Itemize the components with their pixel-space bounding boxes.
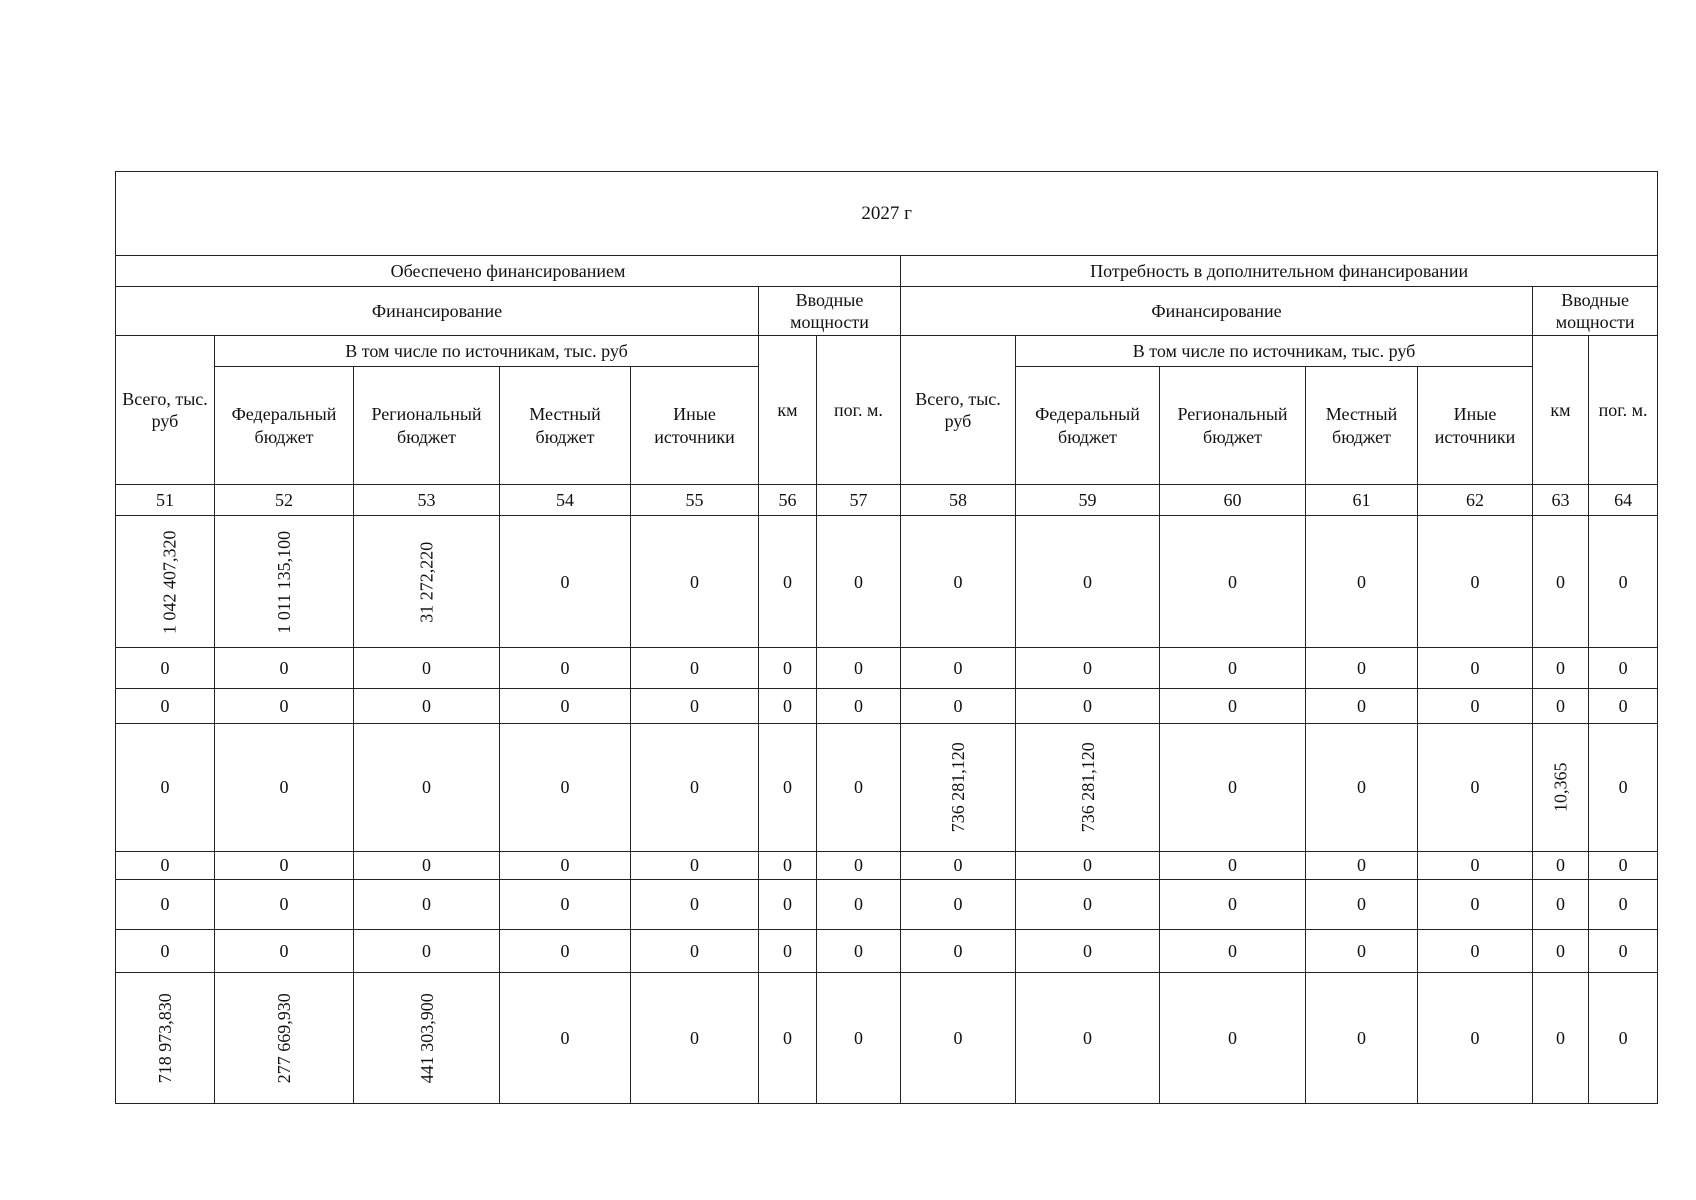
table-cell: 0 [901, 880, 1016, 930]
table-cell: 0 [1418, 724, 1533, 852]
table-cell: 0 [116, 689, 215, 724]
table-row [116, 724, 1658, 852]
table-cell: 0 [759, 724, 817, 852]
table-cell: 0 [631, 724, 759, 852]
table-cell: 0 [1589, 851, 1658, 879]
column-number: 55 [631, 485, 759, 516]
table-cell: 0 [759, 516, 817, 648]
secured-total-header: Всего, тыс. руб [116, 335, 215, 485]
secured-pog-m-header: пог. м. [817, 335, 901, 485]
table-cell: 0 [901, 516, 1016, 648]
table-cell: 0 [116, 851, 215, 879]
table-cell: 0 [1589, 648, 1658, 689]
table-cell: 0 [901, 930, 1016, 973]
table-cell: 0 [631, 516, 759, 648]
table-cell: 0 [354, 724, 500, 852]
table-cell: 0 [817, 930, 901, 973]
table-cell [901, 724, 1016, 852]
table-cell: 0 [500, 689, 631, 724]
cell-value-rotated: 718 973,830 [154, 993, 175, 1084]
table-cell: 0 [1533, 516, 1589, 648]
table-cell: 0 [354, 851, 500, 879]
cell-value-rotated: 441 303,900 [416, 993, 437, 1084]
column-number: 54 [500, 485, 631, 516]
table-cell: 0 [116, 930, 215, 973]
column-number: 59 [1016, 485, 1160, 516]
table-cell: 0 [500, 724, 631, 852]
table-cell: 0 [1016, 973, 1160, 1104]
table-cell: 0 [116, 880, 215, 930]
table-cell: 0 [1589, 880, 1658, 930]
table-cell: 0 [759, 973, 817, 1104]
column-number: 51 [116, 485, 215, 516]
year-title: 2027 г [116, 172, 1658, 256]
cell-value-rotated: 10,365 [1550, 762, 1571, 813]
cell-value-rotated: 277 669,930 [273, 993, 294, 1084]
table-cell: 0 [1160, 973, 1306, 1104]
table-row [116, 930, 1658, 973]
secured-capacity-header: Вводные мощности [759, 287, 901, 335]
cell-value-rotated: 736 281,120 [947, 742, 968, 833]
table-cell: 0 [817, 851, 901, 879]
column-number: 60 [1160, 485, 1306, 516]
need-federal-header: Федеральный бюджет [1016, 366, 1160, 485]
table-row [116, 973, 1658, 1104]
financing-table-sheet [115, 171, 1657, 1104]
table-cell: 0 [817, 880, 901, 930]
cell-value-rotated: 1 011 135,100 [273, 530, 294, 634]
table-cell: 0 [500, 648, 631, 689]
need-km-header: км [1533, 335, 1589, 485]
secured-group-header: Обеспечено финансированием [116, 256, 901, 287]
table-cell: 0 [901, 648, 1016, 689]
table-cell [215, 516, 354, 648]
table-row [116, 851, 1658, 879]
table-cell: 0 [354, 930, 500, 973]
need-group-header: Потребность в дополнительном финансировании [901, 256, 1658, 287]
table-row [116, 880, 1658, 930]
table-cell: 0 [215, 851, 354, 879]
table-cell: 0 [817, 648, 901, 689]
table-cell: 0 [631, 973, 759, 1104]
table-cell: 0 [759, 851, 817, 879]
table-cell: 0 [631, 689, 759, 724]
table-cell [215, 973, 354, 1104]
financing-table [115, 171, 1658, 1104]
table-cell: 0 [1533, 689, 1589, 724]
table-cell: 0 [1306, 689, 1418, 724]
table-cell: 0 [215, 880, 354, 930]
table-cell [354, 973, 500, 1104]
table-cell: 0 [1589, 973, 1658, 1104]
table-cell: 0 [817, 724, 901, 852]
table-cell [1016, 724, 1160, 852]
secured-other-header: Иные источники [631, 366, 759, 485]
table-cell: 0 [1016, 689, 1160, 724]
table-row [116, 648, 1658, 689]
table-cell: 0 [1160, 851, 1306, 879]
table-cell: 0 [116, 724, 215, 852]
column-number: 52 [215, 485, 354, 516]
table-cell: 0 [631, 851, 759, 879]
table-cell: 0 [1533, 880, 1589, 930]
table-cell: 0 [1016, 880, 1160, 930]
table-cell [1533, 724, 1589, 852]
column-number: 53 [354, 485, 500, 516]
table-cell: 0 [1589, 724, 1658, 852]
table-cell: 0 [500, 930, 631, 973]
column-number: 63 [1533, 485, 1589, 516]
column-number: 57 [817, 485, 901, 516]
table-cell: 0 [1418, 516, 1533, 648]
table-cell: 0 [1306, 851, 1418, 879]
table-cell: 0 [1016, 930, 1160, 973]
table-cell: 0 [215, 648, 354, 689]
table-cell: 0 [1306, 973, 1418, 1104]
table-cell: 0 [759, 930, 817, 973]
table-cell [116, 516, 215, 648]
table-cell: 0 [1418, 851, 1533, 879]
table-cell: 0 [1418, 930, 1533, 973]
secured-financing-header: Финансирование [116, 287, 759, 335]
table-cell: 0 [1589, 930, 1658, 973]
table-cell: 0 [1016, 648, 1160, 689]
column-number-row [116, 485, 1658, 516]
need-pog-m-header: пог. м. [1589, 335, 1658, 485]
secured-local-header: Местный бюджет [500, 366, 631, 485]
table-cell: 0 [817, 689, 901, 724]
need-regional-header: Региональный бюджет [1160, 366, 1306, 485]
table-cell: 0 [1533, 930, 1589, 973]
table-cell: 0 [1160, 724, 1306, 852]
table-cell: 0 [1418, 973, 1533, 1104]
column-number: 58 [901, 485, 1016, 516]
table-cell: 0 [901, 689, 1016, 724]
table-cell: 0 [1160, 930, 1306, 973]
table-cell: 0 [1160, 880, 1306, 930]
table-cell: 0 [1160, 648, 1306, 689]
need-local-header: Местный бюджет [1306, 366, 1418, 485]
cell-value-rotated: 736 281,120 [1077, 742, 1098, 833]
table-cell: 0 [1016, 516, 1160, 648]
column-number: 64 [1589, 485, 1658, 516]
table-cell: 0 [1418, 689, 1533, 724]
table-cell: 0 [817, 516, 901, 648]
need-by-sources-header: В том числе по источникам, тыс. руб [1016, 335, 1533, 366]
secured-km-header: км [759, 335, 817, 485]
table-cell: 0 [1533, 851, 1589, 879]
need-other-header: Иные источники [1418, 366, 1533, 485]
table-cell: 0 [631, 648, 759, 689]
need-capacity-header: Вводные мощности [1533, 287, 1658, 335]
table-cell: 0 [1160, 689, 1306, 724]
table-cell: 0 [1306, 930, 1418, 973]
secured-regional-header: Региональный бюджет [354, 366, 500, 485]
table-cell: 0 [500, 973, 631, 1104]
table-cell: 0 [116, 648, 215, 689]
table-cell [354, 516, 500, 648]
table-cell: 0 [631, 880, 759, 930]
table-cell: 0 [215, 724, 354, 852]
column-number: 62 [1418, 485, 1533, 516]
table-cell: 0 [631, 930, 759, 973]
table-cell: 0 [354, 689, 500, 724]
table-cell: 0 [500, 516, 631, 648]
table-cell: 0 [354, 880, 500, 930]
table-cell [116, 973, 215, 1104]
column-number: 56 [759, 485, 817, 516]
table-cell: 0 [1418, 648, 1533, 689]
table-cell: 0 [1418, 880, 1533, 930]
table-cell: 0 [1306, 724, 1418, 852]
table-cell: 0 [1533, 648, 1589, 689]
cell-value-rotated: 1 042 407,320 [159, 530, 180, 634]
table-cell: 0 [1306, 880, 1418, 930]
need-financing-header: Финансирование [901, 287, 1533, 335]
table-row [116, 689, 1658, 724]
table-cell: 0 [215, 930, 354, 973]
table-cell: 0 [759, 689, 817, 724]
cell-value-rotated: 31 272,220 [416, 541, 437, 623]
table-cell: 0 [500, 880, 631, 930]
data-rows [116, 516, 1658, 1104]
table-cell: 0 [1589, 516, 1658, 648]
table-cell: 0 [901, 973, 1016, 1104]
table-cell: 0 [901, 851, 1016, 879]
table-cell: 0 [1160, 516, 1306, 648]
table-cell: 0 [1589, 689, 1658, 724]
table-cell: 0 [759, 880, 817, 930]
table-cell: 0 [1306, 516, 1418, 648]
need-total-header: Всего, тыс. руб [901, 335, 1016, 485]
table-cell: 0 [1016, 851, 1160, 879]
table-cell: 0 [500, 851, 631, 879]
table-cell: 0 [759, 648, 817, 689]
table-cell: 0 [354, 648, 500, 689]
table-cell: 0 [1306, 648, 1418, 689]
secured-by-sources-header: В том числе по источникам, тыс. руб [215, 335, 759, 366]
table-cell: 0 [817, 973, 901, 1104]
table-row [116, 516, 1658, 648]
table-cell: 0 [1533, 973, 1589, 1104]
secured-federal-header: Федеральный бюджет [215, 366, 354, 485]
table-cell: 0 [215, 689, 354, 724]
column-number: 61 [1306, 485, 1418, 516]
